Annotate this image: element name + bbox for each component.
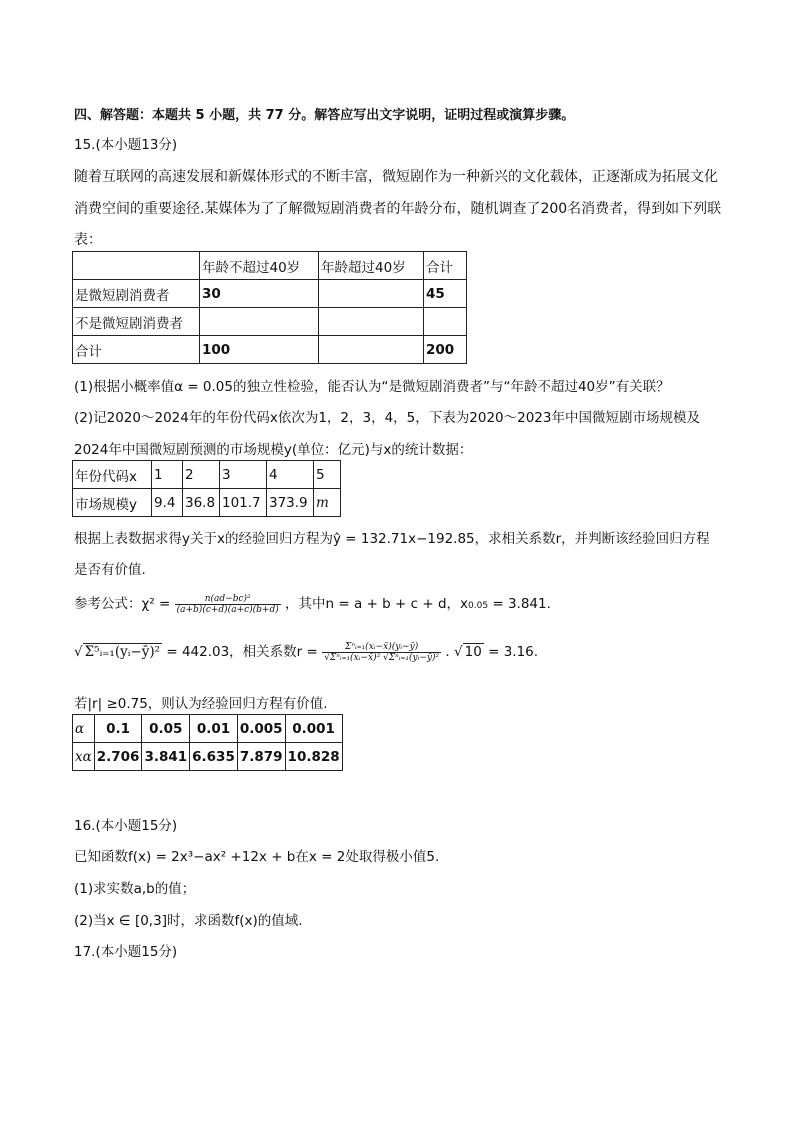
table3-cell: 0.05 — [142, 715, 190, 743]
r-denominator: √Σⁿᵢ₌₁(xᵢ−x̄)² √Σⁿᵢ₌₁(yᵢ−ȳ)² — [324, 652, 440, 663]
q15-intro-line1: 随着互联网的高速发展和新媒体形式的不断丰富，微短剧作为一种新兴的文化载体，正逐渐成为拓展文化 — [74, 169, 718, 185]
chi-numerator: n(ad−bc)² — [175, 594, 281, 605]
sqrt-sign: √ — [74, 644, 83, 660]
table2-cell: 101.7 — [220, 489, 267, 517]
ref-value: = 3.841. — [488, 596, 551, 612]
table1-cell — [424, 308, 467, 336]
chi-denominator: (a+b)(c+d)(a+c)(b+d) — [176, 604, 279, 615]
r-condition: 若|r| ≥0.75，则认为经验回归方程有价值. — [74, 696, 328, 712]
table1-cell — [319, 280, 424, 308]
table3-cell: 0.001 — [285, 715, 342, 743]
table1-header-cell: 年龄超过40岁 — [319, 252, 424, 280]
ref-subscript: 0.05 — [468, 601, 489, 611]
sqrt10-sign: √ — [454, 644, 463, 660]
table2-cell: 373.9 — [267, 489, 314, 517]
r-numerator: Σⁿᵢ₌₁(xᵢ−x̄)(yᵢ−ȳ) — [322, 642, 441, 653]
table3-cell: 3.841 — [142, 743, 190, 771]
q15-part2-line1: (2)记2020～2024年的年份代码x依次为1，2，3，4，5，下表为2020～2023年中国微短剧市场规模及 — [74, 410, 700, 426]
q15-intro-line3: 表： — [74, 232, 102, 248]
reference-formula — [74, 592, 551, 615]
q16-part1: (1)求实数a,b的值； — [74, 881, 196, 897]
sqrt10-value: = 3.16. — [483, 644, 539, 660]
table1-cell: 200 — [424, 336, 467, 364]
table2-cell: 9.4 — [152, 489, 183, 517]
table2-cell: 2 — [183, 461, 220, 489]
q15-part1: (1)根据小概率值α = 0.05的独立性检验，能否认为“是微短剧消费者”与“年龄不超过40岁”有关联？ — [74, 379, 670, 395]
table1-cell: 100 — [200, 336, 319, 364]
table1-header-cell: 合计 — [424, 252, 467, 280]
table2-cell: 5 — [314, 461, 341, 489]
q17-label: 17.(本小题15分) — [74, 944, 178, 960]
table3-cell: 6.635 — [190, 743, 238, 771]
table3-cell: xα — [73, 743, 95, 771]
critical-value-table — [72, 714, 343, 771]
table2-cell: 36.8 — [183, 489, 220, 517]
section-heading: 四、解答题：本题共 5 小题，共 77 分。解答应写出文字说明，证明过程或演算步骤。 — [74, 108, 575, 123]
table3-cell: 2.706 — [94, 743, 142, 771]
sqrt-value: = 442.03，相关系数r = — [162, 644, 318, 660]
table3-cell: 10.828 — [285, 743, 342, 771]
table1-header-cell: 年龄不超过40岁 — [200, 252, 319, 280]
table2-cell: 年份代码x — [73, 461, 152, 489]
table3-cell: 0.1 — [94, 715, 142, 743]
table3-cell: 7.879 — [237, 743, 285, 771]
table3-cell: 0.005 — [237, 715, 285, 743]
sqrt-expression: Σ⁵ᵢ₌₁(yᵢ−ȳ)² — [84, 644, 161, 660]
table1-cell: 合计 — [73, 336, 200, 364]
table1-cell: 30 — [200, 280, 319, 308]
table2-cell: 3 — [220, 461, 267, 489]
table1-cell: 不是微短剧消费者 — [73, 308, 200, 336]
table2-cell: m — [314, 489, 341, 517]
q15-label: 15.(本小题13分) — [74, 137, 178, 153]
sqrt10-radicand: 10 — [464, 644, 482, 660]
q15-regression-line2: 是否有价值. — [74, 562, 146, 578]
table1-cell — [319, 336, 424, 364]
q16-label: 16.(本小题15分) — [74, 818, 178, 834]
table2-cell: 4 — [267, 461, 314, 489]
contingency-table — [72, 251, 467, 364]
q15-regression-line1: 根据上表数据求得y关于x的经验回归方程为ŷ = 132.71x−192.85，求相关系数r，并判断该经验回归方程 — [74, 531, 710, 547]
table1-cell — [200, 308, 319, 336]
correlation-formula — [74, 640, 538, 663]
ref-label: 参考公式：χ² = — [74, 596, 171, 612]
table1-cell: 是微短剧消费者 — [73, 280, 200, 308]
q15-part2-line2: 2024年中国微短剧预测的市场规模y(单位：亿元)与x的统计数据： — [74, 442, 473, 458]
table2-cell: 市场规模y — [73, 489, 152, 517]
chi-square-fraction — [175, 594, 281, 615]
market-size-table — [72, 460, 341, 517]
q16-stem: 已知函数f(x) = 2x³−ax² +12x + b在x = 2处取得极小值5. — [74, 849, 440, 865]
table3-cell: α — [73, 715, 95, 743]
table1-cell: 45 — [424, 280, 467, 308]
table1-header-cell — [73, 252, 200, 280]
q15-intro-line2: 消费空间的重要途径.某媒体为了了解微短剧消费者的年龄分布，随机调查了200名消费者，得到如下列联 — [74, 201, 722, 217]
table1-cell — [319, 308, 424, 336]
ref-tail: ，其中n = a + b + c + d，x — [285, 596, 469, 612]
q16-part2: (2)当x ∈ [0,3]时，求函数f(x)的值域. — [74, 913, 303, 929]
separator: . — [445, 644, 455, 660]
table3-cell: 0.01 — [190, 715, 238, 743]
r-fraction — [322, 642, 441, 663]
table2-cell: 1 — [152, 461, 183, 489]
